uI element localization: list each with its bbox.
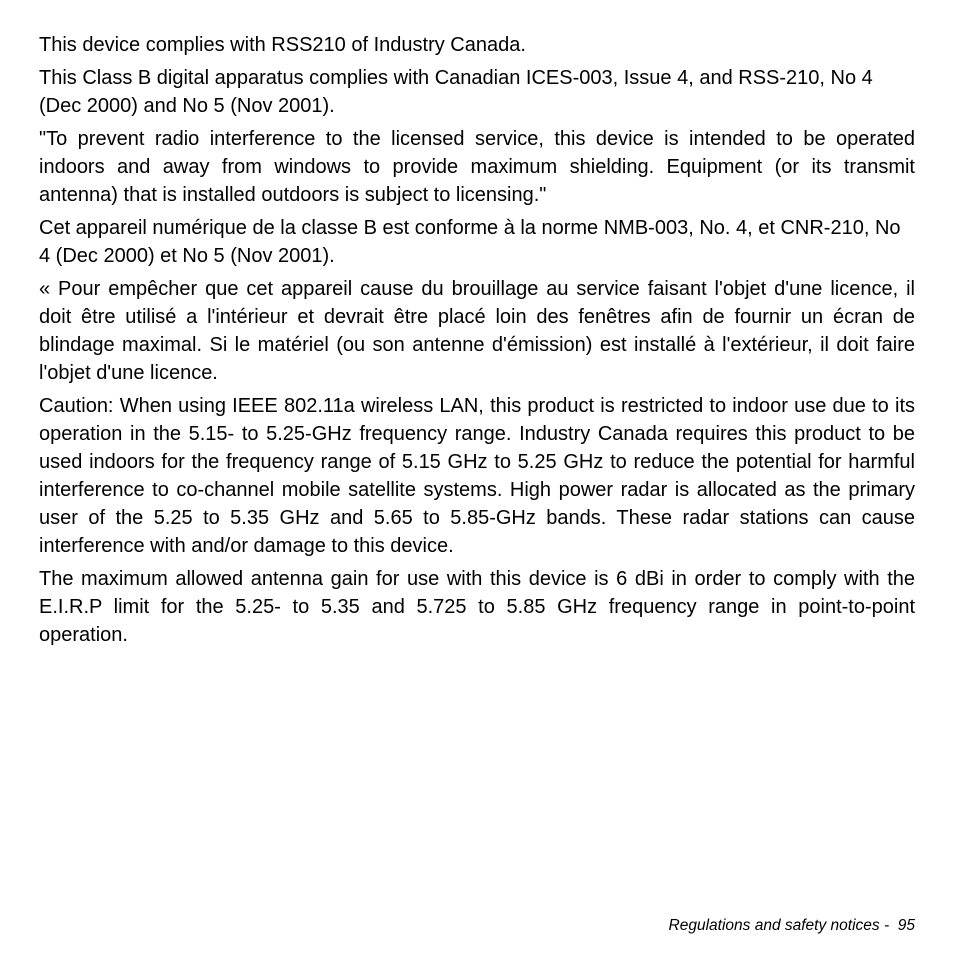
document-body (39, 31, 915, 654)
paragraph-french-class-b: Cet appareil numérique de la classe B est conforme à la norme NMB-003, No. 4, et CNR-210, No 4 (Dec 2000) et No 5 (Nov 2001). (39, 217, 901, 267)
page-number: 95 (897, 917, 915, 934)
paragraph-rss210-compliance: This device complies with RSS210 of Industry Canada. (39, 34, 526, 56)
paragraph-class-b-ices: This Class B digital apparatus complies with Canadian ICES-003, Issue 4, and RSS-210, No 4 (Dec 2000) and No 5 (Nov 2001). (39, 67, 873, 117)
paragraph-radio-interference-quote: "To prevent radio interference to the licensed service, this device is intended to be operated indoors and away from windows to provide maximum shielding. Equipment (or its transmit antenna) that is installed outdoors is subject to licensing." (39, 128, 915, 206)
paragraph-caution-80211a: Caution: When using IEEE 802.11a wireless LAN, this product is restricted to indoor use due to its operation in the 5.15- to 5.25-GHz frequency range. Industry Canada requires this product to be used indoors for the frequency range of 5.15 GHz to 5.25 GHz to reduce the potential for harmful interference to co-channel mobile satellite systems. High power radar is allocated as the primary user of the 5.25 to 5.35 GHz and 5.65 to 5.85-GHz bands. These radar stations can cause interference with and/or damage to this device. (39, 395, 915, 557)
paragraph-french-interference-quote: « Pour empêcher que cet appareil cause du brouillage au service faisant l'objet d'une licence, il doit être utilisé a l'intérieur et devrait être placé loin des fenêtres afin de fournir un écran de blindage maximal. Si le matériel (ou son antenne d'émission) est installé à l'extérieur, il doit faire l'objet d'une licence. (39, 278, 915, 384)
footer-section-title: Regulations and safety notices - (668, 917, 890, 934)
page-footer (669, 916, 915, 936)
paragraph-antenna-gain: The maximum allowed antenna gain for use with this device is 6 dBi in order to comply with the E.I.R.P limit for the 5.25- to 5.35 and 5.725 to 5.85 GHz frequency range in point-to-point operation. (39, 568, 915, 646)
